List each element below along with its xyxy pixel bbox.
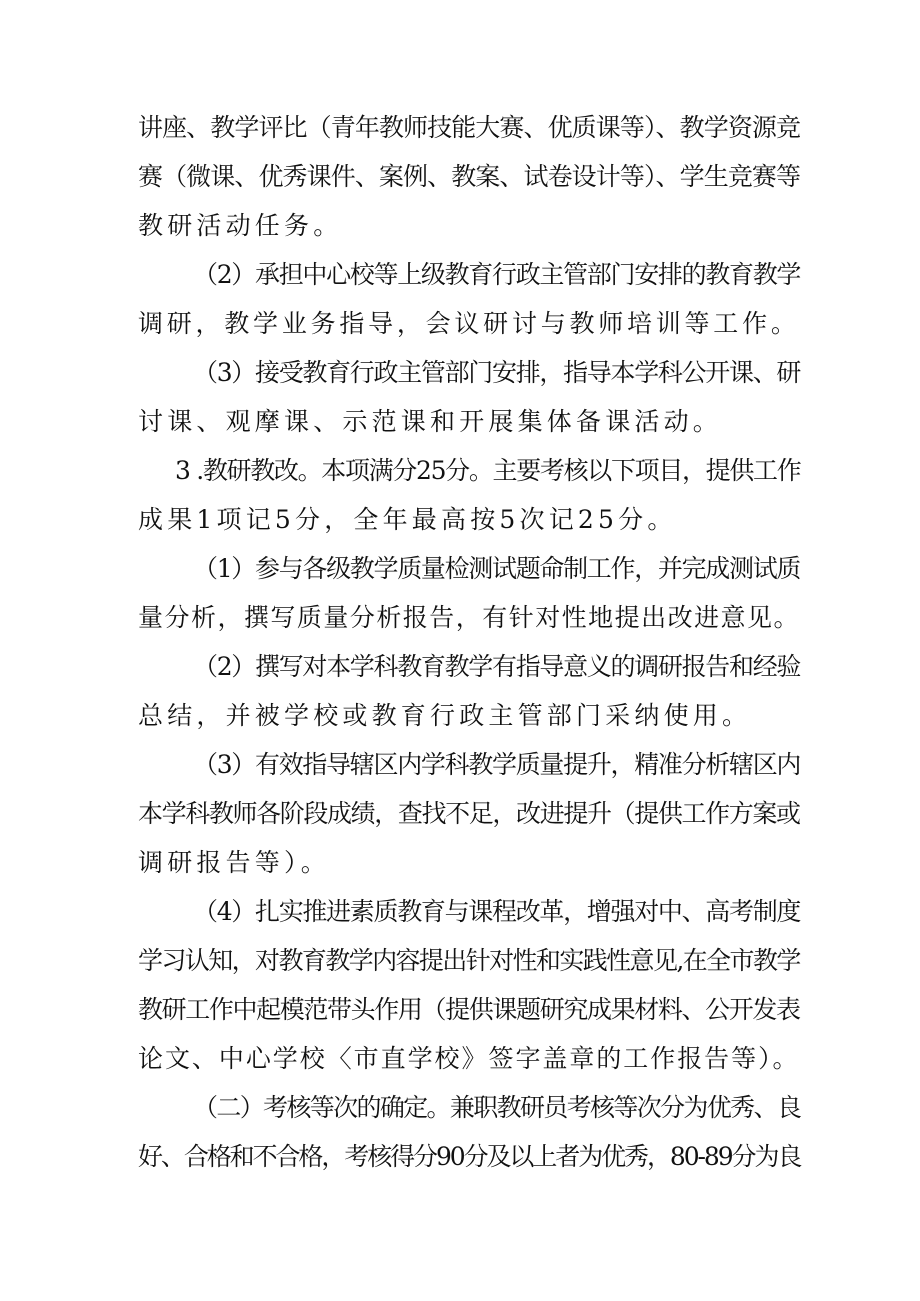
text-line: （3）有效指导辖区内学科教学质量提升，精准分析辖区内 <box>193 750 801 779</box>
text-line: 量分析，撰写质量分析报告，有针对性地提出改进意见。 <box>138 603 801 632</box>
text-line: 讨课、观摩课、示范课和开展集体备课活动。 <box>138 407 723 436</box>
text-line: 成果1项记5分，全年最高按5次记25分。 <box>138 505 677 534</box>
text-line: 调研，教学业务指导，会议研讨与教师培训等工作。 <box>138 309 800 338</box>
text-line: 教研工作中起模范带头作用（提供课题研究成果材料、公开发表 <box>138 995 800 1024</box>
text-line: 3 .教研教改。本项满分25分。主要考核以下项目，提供工作 <box>175 456 801 485</box>
text-line: 论文、中心学校〈市直学校》签字盖章的工作报告等）。 <box>138 1044 800 1073</box>
text-line: 学习认知，对教育教学内容提出针对性和实践性意见,在全市教学 <box>138 946 800 975</box>
text-line: 讲座、教学评比（青年教师技能大赛、优质课等）、教学资源竞 <box>138 113 801 142</box>
text-line: （2）撰写对本学科教育教学有指导意义的调研报告和经验 <box>193 652 801 681</box>
text-line: 本学科教师各阶段成绩，查找不足，改进提升（提供工作方案或 <box>138 799 800 828</box>
text-line: （3）接受教育行政主管部门安排，指导本学科公开课、研 <box>193 358 801 387</box>
text-line: （2）承担中心校等上级教育行政主管部门安排的教育教学 <box>193 260 801 289</box>
text-line: 教研活动任务。 <box>138 211 343 240</box>
text-line: （1）参与各级教学质量检测试题命制工作，并完成测试质 <box>193 554 801 583</box>
text-line: 调研报告等）。 <box>138 848 330 877</box>
text-line: 赛（微课、优秀课件、案例、教案、试卷设计等）、学生竞赛等 <box>138 162 801 191</box>
text-line: （4）扎实推进素质教育与课程改革，增强对中、高考制度 <box>193 897 801 926</box>
text-line: （二）考核等次的确定。兼职教研员考核等次分为优秀、良 <box>193 1093 801 1122</box>
text-line: 好、合格和不合格，考核得分90分及以上者为优秀，80-89分为良 <box>138 1142 801 1171</box>
text-line: 总结，并被学校或教育行政主管部门采纳使用。 <box>138 701 752 730</box>
